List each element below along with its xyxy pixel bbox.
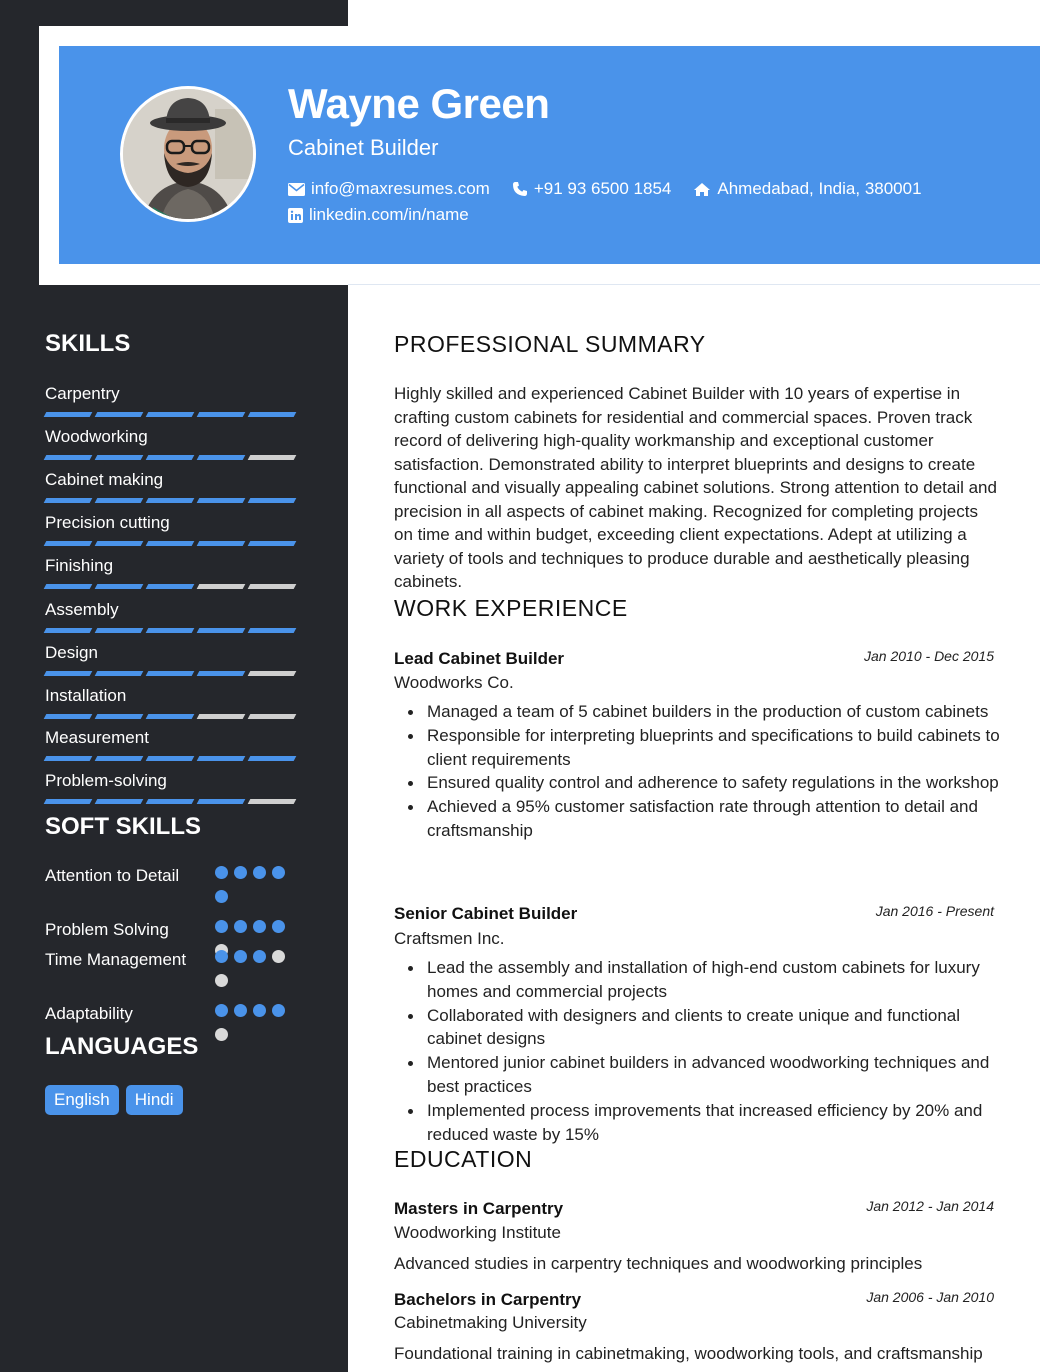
- skill-name: Carpentry: [45, 384, 120, 403]
- contact-row: [288, 178, 944, 200]
- rating-dot: [215, 974, 228, 987]
- skill-level-bar: [45, 584, 303, 589]
- skill-level-segment: [146, 628, 195, 633]
- skill-level-segment: [44, 799, 93, 804]
- bullet-item: Achieved a 95% customer satisfaction rate through attention to detail and craftsmanship: [394, 795, 1004, 843]
- skill-level-bar: [45, 541, 303, 546]
- skill-level-segment: [95, 799, 144, 804]
- rating-dot: [215, 866, 228, 879]
- edu-dates-1: Jan 2012 - Jan 2014: [866, 1198, 994, 1214]
- skill-level-segment: [146, 756, 195, 761]
- skill-item: [45, 426, 303, 460]
- skill-level-segment: [44, 498, 93, 503]
- language-badge: Hindi: [126, 1085, 183, 1115]
- job-dates-1: Jan 2010 - Dec 2015: [864, 648, 994, 664]
- skill-level-segment: [95, 498, 144, 503]
- skill-level-segment: [197, 584, 246, 589]
- job-title-2: Senior Cabinet Builder: [394, 904, 578, 923]
- skill-level-bar: [45, 799, 303, 804]
- rating-dot: [234, 950, 247, 963]
- skill-level-segment: [248, 412, 297, 417]
- skill-level-bar: [45, 498, 303, 503]
- linkedin-text: linkedin.com/in/name: [309, 205, 469, 224]
- skill-level-segment: [95, 756, 144, 761]
- envelope-icon: [288, 183, 305, 196]
- bullet-item: Collaborated with designers and clients to create unique and functional cabinet designs: [394, 1004, 1004, 1052]
- rating-dot: [272, 866, 285, 879]
- skill-level-segment: [197, 412, 246, 417]
- experience-heading: WORK EXPERIENCE: [394, 595, 628, 621]
- skill-level-bar: [45, 756, 303, 761]
- skill-level-segment: [44, 541, 93, 546]
- languages-list: [45, 1085, 190, 1115]
- rating-dot: [253, 920, 266, 933]
- skill-level-bar: [45, 671, 303, 676]
- header-divider: [348, 284, 1040, 285]
- skill-level-segment: [197, 756, 246, 761]
- email-text: info@maxresumes.com: [311, 179, 490, 198]
- skill-level-segment: [44, 455, 93, 460]
- bullet-item: Managed a team of 5 cabinet builders in the production of custom cabinets: [394, 700, 1004, 724]
- rating-dot: [253, 866, 266, 879]
- skill-level-segment: [248, 671, 297, 676]
- edu-description-1: Advanced studies in carpentry techniques and woodworking principles: [394, 1254, 923, 1273]
- contact-row-secondary: [288, 204, 491, 226]
- profile-photo: [120, 86, 256, 222]
- job-bullets-1: [394, 700, 1004, 843]
- rating-dot: [272, 920, 285, 933]
- phone-text: +91 93 6500 1854: [533, 179, 672, 198]
- summary-text: Highly skilled and experienced Cabinet Builder with 10 years of expertise in crafting custom cabinets for residential and commercial spaces. Proven track record of delivering high-quality workmanship and exceptional customer satisfaction. Demonstrated ability to interpret blueprints and designs to create functional and visually appealing cabinet solutions. Strong attention to detail and precision in all aspects of cabinet making. Recognized for completing projects on time and within budget, exceeding client expectations. Adept at utilizing a variety of tools and techniques to produce durable and aesthetically pleasing cabinets.: [394, 384, 997, 591]
- skill-level-segment: [248, 584, 297, 589]
- skill-level-segment: [197, 714, 246, 719]
- skill-level-segment: [248, 628, 297, 633]
- skill-level-segment: [146, 541, 195, 546]
- language-badge: English: [45, 1085, 119, 1115]
- soft-skill-name: Attention to Detail: [45, 866, 180, 885]
- summary-heading: PROFESSIONAL SUMMARY: [394, 331, 706, 357]
- skill-name: Measurement: [45, 728, 149, 747]
- skill-level-segment: [44, 671, 93, 676]
- skill-item: [45, 727, 303, 761]
- rating-dot: [234, 866, 247, 879]
- skill-name: Design: [45, 643, 98, 662]
- skill-item: [45, 770, 303, 804]
- candidate-title: Cabinet Builder: [288, 135, 439, 160]
- skills-heading: SKILLS: [45, 330, 131, 357]
- job-dates-2: Jan 2016 - Present: [875, 903, 994, 919]
- skill-item: [45, 383, 303, 417]
- bullet-item: Implemented process improvements that increased efficiency by 20% and reduced waste by 15%: [394, 1099, 1004, 1147]
- skill-level-segment: [197, 498, 246, 503]
- rating-dot: [215, 920, 228, 933]
- skill-level-segment: [248, 498, 297, 503]
- skill-level-segment: [44, 756, 93, 761]
- skill-level-segment: [95, 455, 144, 460]
- rating-dot: [253, 950, 266, 963]
- skill-level-segment: [146, 498, 195, 503]
- skill-level-segment: [248, 756, 297, 761]
- skill-item: [45, 555, 303, 589]
- languages-heading: LANGUAGES: [45, 1033, 199, 1060]
- skill-name: Cabinet making: [45, 470, 164, 489]
- skill-level-segment: [146, 671, 195, 676]
- contact-linkedin[interactable]: [288, 204, 469, 226]
- rating-dot: [272, 1004, 285, 1017]
- skill-level-segment: [95, 584, 144, 589]
- skill-name: Problem-solving: [45, 771, 167, 790]
- bullet-item: Responsible for interpreting blueprints and specifications to build cabinets to client requirements: [394, 724, 1004, 772]
- skill-name: Installation: [45, 686, 127, 705]
- skill-level-bar: [45, 714, 303, 719]
- edu-degree-2: Bachelors in Carpentry: [394, 1290, 582, 1309]
- rating-dot: [234, 920, 247, 933]
- skill-level-segment: [44, 412, 93, 417]
- soft-skill-rating: [215, 1004, 291, 1052]
- skill-item: [45, 512, 303, 546]
- skill-name: Woodworking: [45, 427, 148, 446]
- location-text: Ahmedabad, India, 380001: [717, 179, 922, 198]
- rating-dot: [215, 1028, 228, 1041]
- skill-level-segment: [248, 455, 297, 460]
- rating-dot: [215, 1004, 228, 1017]
- phone-icon: [512, 181, 528, 197]
- skill-level-segment: [146, 584, 195, 589]
- skill-level-segment: [146, 799, 195, 804]
- rating-dot: [253, 1004, 266, 1017]
- skill-level-segment: [95, 628, 144, 633]
- bullet-item: Lead the assembly and installation of high-end custom cabinets for luxury homes and commercial projects: [394, 956, 1004, 1004]
- edu-description-2: Foundational training in cabinetmaking, woodworking tools, and craftsmanship: [394, 1344, 983, 1363]
- skill-level-segment: [248, 799, 297, 804]
- job-company-2: Craftsmen Inc.: [394, 929, 505, 948]
- job-title-1: Lead Cabinet Builder: [394, 649, 565, 668]
- rating-dot: [234, 1004, 247, 1017]
- skill-level-segment: [95, 714, 144, 719]
- edu-degree-1: Masters in Carpentry: [394, 1199, 564, 1218]
- skill-level-segment: [146, 412, 195, 417]
- contact-phone[interactable]: [512, 178, 672, 200]
- job-bullets-2: [394, 956, 1004, 1146]
- skill-level-segment: [146, 714, 195, 719]
- contact-email[interactable]: [288, 178, 490, 200]
- skill-item: [45, 599, 303, 633]
- skill-level-segment: [248, 714, 297, 719]
- skill-level-segment: [44, 584, 93, 589]
- skill-name: Finishing: [45, 556, 114, 575]
- skill-item: [45, 642, 303, 676]
- edu-school-1: Woodworking Institute: [394, 1223, 561, 1242]
- rating-dot: [215, 890, 228, 903]
- soft-skill-name: Problem Solving: [45, 920, 169, 939]
- bullet-item: Mentored junior cabinet builders in advanced woodworking techniques and best practices: [394, 1051, 1004, 1099]
- skill-level-bar: [45, 412, 303, 417]
- job-company-1: Woodworks Co.: [394, 673, 514, 692]
- rating-dot: [215, 950, 228, 963]
- soft-skill-rating: [215, 866, 291, 914]
- linkedin-icon: [288, 208, 303, 223]
- skill-level-segment: [248, 541, 297, 546]
- skill-item: [45, 469, 303, 503]
- home-icon: [693, 182, 711, 197]
- skill-level-bar: [45, 628, 303, 633]
- skill-level-segment: [44, 628, 93, 633]
- skill-level-segment: [95, 412, 144, 417]
- education-heading: EDUCATION: [394, 1146, 533, 1172]
- candidate-name: Wayne Green: [288, 80, 550, 127]
- skill-name: Precision cutting: [45, 513, 170, 532]
- soft-skill-name: Time Management: [45, 950, 187, 969]
- rating-dot: [272, 950, 285, 963]
- bullet-item: Ensured quality control and adherence to safety regulations in the workshop: [394, 771, 1004, 795]
- skill-level-segment: [197, 455, 246, 460]
- soft-skill-rating: [215, 950, 291, 998]
- edu-school-2: Cabinetmaking University: [394, 1313, 587, 1332]
- contact-location: [693, 178, 921, 200]
- edu-dates-2: Jan 2006 - Jan 2010: [866, 1289, 994, 1305]
- skill-item: [45, 685, 303, 719]
- skill-level-segment: [197, 541, 246, 546]
- skill-level-segment: [95, 671, 144, 676]
- skill-level-segment: [197, 628, 246, 633]
- skill-level-segment: [146, 455, 195, 460]
- skill-name: Assembly: [45, 600, 119, 619]
- soft-skill-name: Adaptability: [45, 1004, 133, 1023]
- skill-level-segment: [197, 799, 246, 804]
- skill-level-segment: [197, 671, 246, 676]
- soft-skills-heading: SOFT SKILLS: [45, 813, 201, 840]
- skill-level-segment: [95, 541, 144, 546]
- header-banner: [59, 46, 1040, 264]
- skill-level-bar: [45, 455, 303, 460]
- skill-level-segment: [44, 714, 93, 719]
